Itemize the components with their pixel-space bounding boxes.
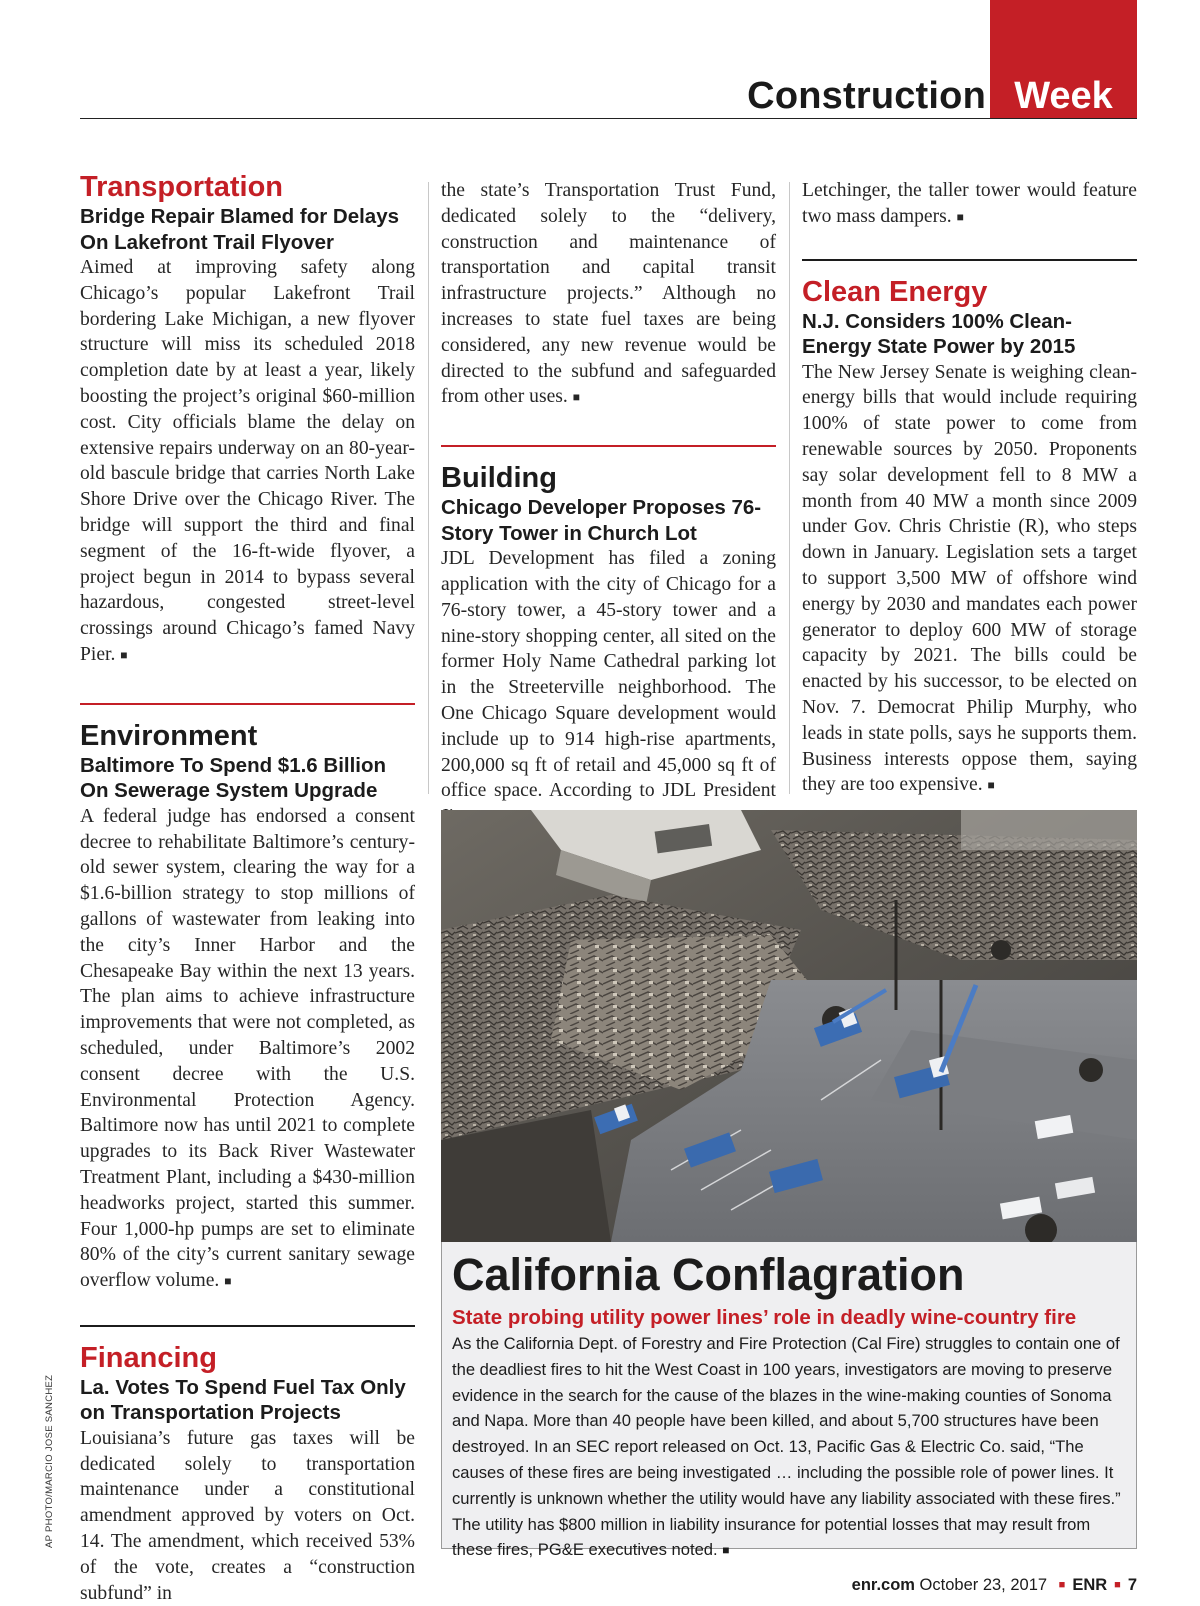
- article-body-continued: the state’s Transportation Trust Fund, dedicated solely to the “delivery, construction and maintenance of transportation and capital transit infrastructure projects.” Although no increases to state fuel taxes are being considered, any new revenue would be directed to the subfund and safeguarded from other uses. ■: [441, 180, 776, 408]
- article-headline: N.J. Considers 100% Clean-Energy State Power by 2015: [802, 309, 1076, 359]
- article-body-continued: Letchinger, the taller tower would feature two mass dampers. ■: [802, 180, 1137, 227]
- end-mark: ■: [572, 390, 580, 405]
- section-label-clean-energy: Clean Energy: [802, 275, 988, 308]
- page-footer: [852, 1576, 1137, 1595]
- footer-site: enr.com: [851, 1576, 915, 1594]
- column-3: [802, 178, 1137, 799]
- section-label-building: Building: [441, 462, 557, 495]
- article-headline: La. Votes To Spend Fuel Tax Only on Transportation Projects: [80, 1375, 406, 1425]
- feature-title: California Conflagration: [452, 1249, 965, 1300]
- section-divider: [802, 259, 1137, 261]
- article-transportation: [80, 170, 415, 669]
- section-label-financing: Financing: [80, 1341, 217, 1374]
- column-divider: [789, 182, 790, 794]
- section-divider: [80, 703, 415, 705]
- footer-date: October 23, 2017: [919, 1576, 1048, 1594]
- header-divider: [80, 118, 1137, 119]
- section-title-accent: Week: [1014, 75, 1113, 117]
- article-headline: Baltimore To Spend $1.6 Billion On Sewerage System Upgrade: [80, 753, 387, 803]
- article-headline: Bridge Repair Blamed for Delays On Lakefront Trail Flyover: [80, 205, 399, 254]
- section-divider: [80, 1325, 415, 1327]
- footer-brand: ENR: [1072, 1576, 1108, 1594]
- section-title: Construction: [747, 75, 986, 117]
- end-mark: ■: [224, 1274, 232, 1289]
- article-body: Aimed at improving safety along Chicago’s popular Lakefront Trail bordering Lake Michigan, a new flyover structure will miss its scheduled 2018 completion date by at least a year, likely boosting the project’s original $60-million cost. City officials blame the delay on extensive repairs underway on an 80-year-old bascule bridge that carries North Lake Shore Drive over the Chicago River. The bridge will support the third and final segment of the 16-ft-wide flyover, a project begun in 2014 to bypass several hazardous, congested street-level crossings around Chicago’s famed Navy Pier. ■: [80, 257, 415, 665]
- footer-separator: ■: [1114, 1579, 1121, 1591]
- section-divider: [441, 445, 776, 447]
- page-number: 7: [1127, 1576, 1137, 1594]
- feature-body: As the California Dept. of Forestry and Fire Protection (Cal Fire) struggles to contain one of the deadliest fires to hit the West Coast in 100 years, investigators are moving to preserve evidence in the search for the cause of the blazes in the wine-making counties of Sonoma and Napa. More than 40 people have been killed, and about 5,700 structures have been destroyed. In an SEC report released on Oct. 13, Pacific Gas & Electric Co. said, “The causes of these fires are being investigated … including the possible role of power lines. It currently is unknown whether the utility would have any liability associated with these fires.” The utility has $800 million in liability insurance for potential losses that may result from these fires, PG&E executives noted. ■: [452, 1334, 1121, 1560]
- article-body: A federal judge has endorsed a consent decree to rehabilitate Baltimore’s century-old sewer system, clearing the way for a $1.6-billion strategy to stop millions of gallons of wastewater from leaking into the city’s Inner Harbor and the Chesapeake Bay within the next 13 years. The plan aims to achieve infrastructure improvements that were not completed, as scheduled, under Baltimore’s 2002 consent decree with the U.S. Environmental Protection Agency. Baltimore now has until 2021 to complete upgrades to its Back River Wastewater Treatment Plant, including a $430-million headworks project, started this summer. Four 1,000-hp pumps are set to eliminate 80% of the city’s current sanitary sewage overflow volume. ■: [80, 805, 415, 1292]
- column-divider: [428, 182, 429, 794]
- section-title-accent-block: [990, 0, 1137, 118]
- fire-aftermath-photo: [441, 810, 1137, 1242]
- article-building: [441, 461, 776, 830]
- section-label-environment: Environment: [80, 719, 258, 752]
- article-headline: Chicago Developer Proposes 76-Story Tower in Church Lot: [441, 496, 762, 545]
- photo-credit: AP PHOTO/MARCIO JOSE SANCHEZ: [44, 1374, 55, 1548]
- article-environment: [80, 719, 415, 1295]
- column-2: [441, 178, 776, 830]
- feature-subtitle: State probing utility power lines’ role in deadly wine-country fire: [452, 1306, 1077, 1329]
- article-clean-energy: [802, 275, 1137, 800]
- article-body: JDL Development has filed a zoning application with the city of Chicago for a 76-story tower, a 45-story tower and a nine-story shopping center, all sited on the former Holy Name Cathedral parking lot in the Streeterville neighborhood. The One Chicago Square development would include up to 914 high-rise apartments, 200,000 sq ft of retail and 45,000 sq ft of office space. According to JDL President: [441, 548, 776, 802]
- article-body: Louisiana’s future gas taxes will be dedicated solely to transportation maintenance under a constitutional amendment approved by voters on Oct. 14. The amendment, which received 53% of the vote, creates a “construction subfund” in: [80, 1427, 415, 1604]
- section-label-transportation: Transportation: [80, 171, 284, 203]
- article-body: The New Jersey Senate is weighing clean-energy bills that would include requiring 100% of state power to come from renewable sources by 2050. Proponents say solar development fell to 8 MW a month from 40 MW a month since 2009 under Gov. Chris Christie (R), who steps down in January. Legislation sets a target to support 3,500 MW of offshore wind energy by 2030 and mandates each power generator to deploy 600 MW of storage capacity by 2021. The bills could be enacted by his successor, to be elected on Nov. 7. Democrat Philip Murphy, who leads in state polls, says he supports them. Business interests oppose them, saying they are too expensive. ■: [802, 361, 1137, 796]
- end-mark: ■: [987, 778, 995, 793]
- article-financing: [80, 1341, 415, 1606]
- end-mark: ■: [956, 209, 964, 224]
- column-1: [80, 170, 415, 1606]
- footer-separator: ■: [1058, 1579, 1066, 1591]
- end-mark: ■: [722, 1543, 730, 1558]
- end-mark: ■: [120, 647, 128, 662]
- feature-box: [441, 1242, 1137, 1560]
